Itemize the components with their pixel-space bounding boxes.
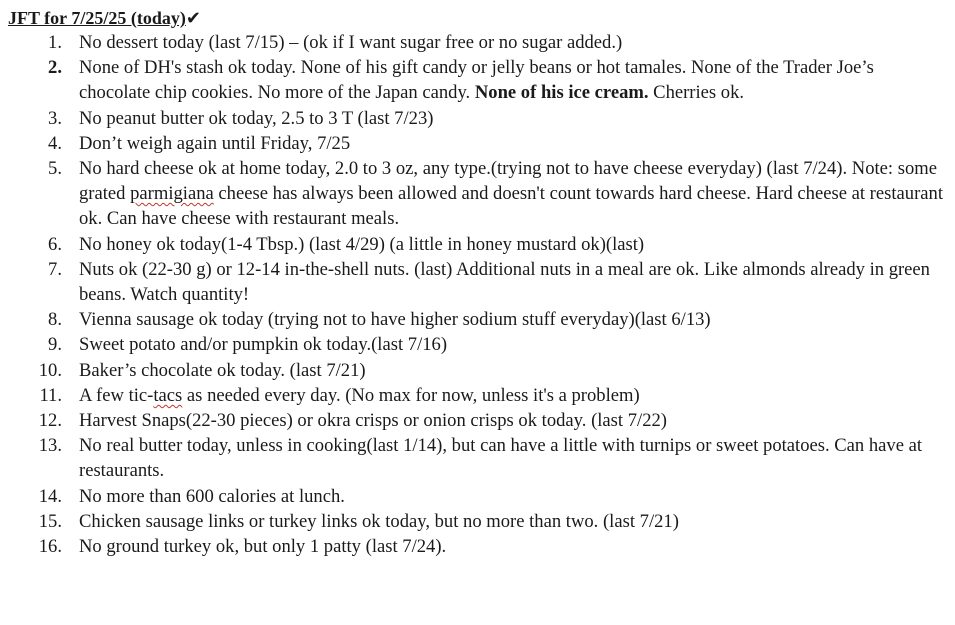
item-text: Baker’s chocolate ok today. (last 7/21) <box>79 359 366 381</box>
list-item <box>8 534 948 559</box>
list-item <box>8 307 948 332</box>
list-item <box>8 484 948 509</box>
item-number: 16. <box>38 536 62 558</box>
page-title <box>8 6 948 30</box>
item-text: A few tic- <box>79 384 154 406</box>
list-item <box>8 509 948 534</box>
document-page <box>8 6 948 559</box>
list-item <box>8 383 948 408</box>
item-number: 3. <box>48 107 62 129</box>
list-item <box>8 156 948 232</box>
item-text: Chicken sausage links or turkey links ok today, but no more than two. (last 7/21) <box>79 510 679 532</box>
item-text: No hard cheese ok at home today, 2.0 to 3 oz, any type.(trying not to have cheese everyday) (last 7/24). Note: some grated <box>79 158 937 205</box>
item-text: Nuts ok (22-30 g) or 12-14 in-the-shell nuts. (last) Additional nuts in a meal are ok. Like almonds already in green beans. Watch quantity! <box>79 258 930 306</box>
item-number: 7. <box>48 258 62 280</box>
item-text: Vienna sausage ok today (trying not to have higher sodium stuff everyday)(last 6/13) <box>79 309 711 331</box>
list-item <box>8 257 948 307</box>
list-item <box>8 131 948 156</box>
item-text: No ground turkey ok, but only 1 patty (last 7/24). <box>79 536 447 558</box>
item-number: 10. <box>38 359 62 381</box>
item-text: Sweet potato and/or pumpkin ok today.(last 7/16) <box>79 334 448 356</box>
item-number: 8. <box>48 309 62 331</box>
list-item <box>8 55 948 105</box>
item-number: 11. <box>39 384 62 406</box>
list-item <box>8 332 948 357</box>
item-text: No dessert today (last 7/15) – (ok if I want sugar free or no sugar added.) <box>79 32 623 53</box>
item-number: 6. <box>48 233 62 255</box>
item-number: 13. <box>38 435 62 457</box>
item-text-cont: as needed every day. (No max for now, unless it's a problem) <box>182 384 640 406</box>
item-number: 15. <box>38 510 62 532</box>
item-number: 1. <box>48 32 62 53</box>
item-text: No more than 600 calories at lunch. <box>79 485 345 507</box>
item-text-cont: cheese has always been allowed and doesn't count towards hard cheese. Hard cheese at restaurant ok. Can have cheese with restaurant meals. <box>79 183 943 230</box>
title-text: JFT for 7/25/25 (today) <box>8 8 186 28</box>
misspelled-word: parmigiana <box>130 183 214 205</box>
list-item <box>8 106 948 131</box>
list-item <box>8 232 948 257</box>
item-text: No honey ok today(1-4 Tbsp.) (last 4/29) (a little in honey mustard ok)(last) <box>79 233 645 255</box>
checkmark-icon: ✔ <box>185 8 201 29</box>
item-number: 2. <box>48 57 62 79</box>
item-text: No real butter today, unless in cooking(last 1/14), but can have a little with turnips or sweet potatoes. Can have at restaurants. <box>79 435 923 482</box>
list-item <box>8 30 948 55</box>
item-text: No peanut butter ok today, 2.5 to 3 T (last 7/23) <box>79 107 434 129</box>
item-text: None of DH's stash ok today. None of his gift candy or jelly beans or hot tamales. None of the Trader Joe’s chocolate chip cookies. No more of the Japan candy. <box>79 57 874 104</box>
item-text-bold: None of his ice cream. <box>474 82 649 104</box>
item-number: 9. <box>48 334 62 356</box>
item-number: 4. <box>48 132 62 154</box>
misspelled-word: tacs <box>153 384 183 406</box>
list-item <box>8 408 948 433</box>
item-text: Harvest Snaps(22-30 pieces) or okra crisps or onion crisps ok today. (last 7/22) <box>79 410 667 432</box>
rules-list <box>8 30 948 559</box>
item-number: 12. <box>38 410 62 432</box>
item-number: 5. <box>48 158 62 180</box>
item-text: Don’t weigh again until Friday, 7/25 <box>79 132 351 154</box>
list-item <box>8 358 948 383</box>
item-number: 14. <box>38 485 62 507</box>
list-item <box>8 433 948 483</box>
item-text-cont: Cherries ok. <box>648 82 745 104</box>
